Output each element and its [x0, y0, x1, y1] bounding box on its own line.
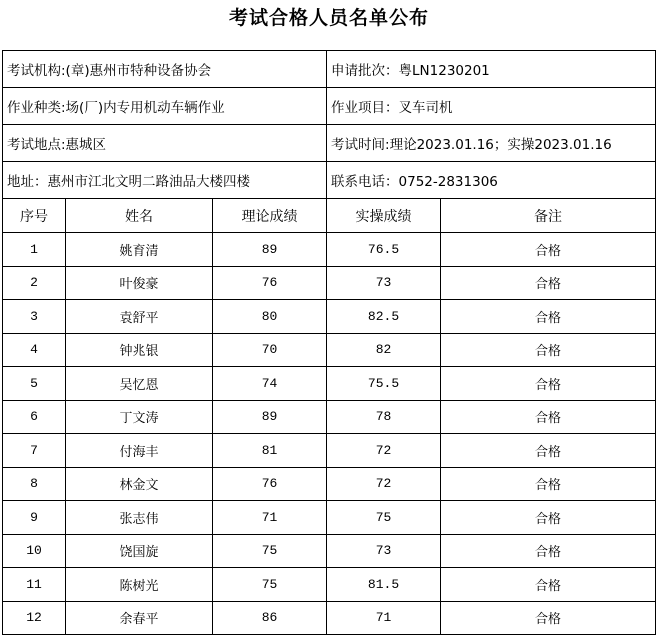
cell-theory-score: 74 [213, 367, 327, 401]
cell-practical-score: 82.5 [327, 300, 441, 334]
cell-remark: 合格 [441, 400, 656, 434]
table-row [3, 300, 656, 334]
cell-name: 吴忆恩 [66, 367, 213, 401]
header-name: 姓名 [66, 199, 213, 233]
cell-theory-score: 80 [213, 300, 327, 334]
cell-index: 10 [3, 534, 66, 568]
cell-theory-score: 81 [213, 434, 327, 468]
cell-index: 6 [3, 400, 66, 434]
cell-remark: 合格 [441, 367, 656, 401]
cell-name: 林金文 [66, 467, 213, 501]
cell-practical-score: 73 [327, 534, 441, 568]
cell-remark: 合格 [441, 601, 656, 635]
cell-remark: 合格 [441, 233, 656, 267]
operation-item: 作业项目：叉车司机 [327, 88, 656, 125]
cell-practical-score: 82 [327, 333, 441, 367]
cell-theory-score: 70 [213, 333, 327, 367]
cell-index: 11 [3, 568, 66, 602]
exam-agency: 考试机构:(章)惠州市特种设备协会 [3, 51, 327, 88]
cell-practical-score: 71 [327, 601, 441, 635]
table-row [3, 367, 656, 401]
application-batch: 申请批次：粤LN1230201 [327, 51, 656, 88]
cell-name: 付海丰 [66, 434, 213, 468]
cell-practical-score: 76.5 [327, 233, 441, 267]
table-row [3, 333, 656, 367]
cell-theory-score: 89 [213, 233, 327, 267]
cell-index: 3 [3, 300, 66, 334]
page-title: 考试合格人员名单公布 [228, 7, 429, 29]
cell-name: 张志伟 [66, 501, 213, 535]
cell-practical-score: 75 [327, 501, 441, 535]
cell-name: 丁文涛 [66, 400, 213, 434]
cell-practical-score: 73 [327, 266, 441, 300]
table-row [3, 233, 656, 267]
cell-index: 7 [3, 434, 66, 468]
cell-name: 陈树光 [66, 568, 213, 602]
cell-index: 1 [3, 233, 66, 267]
cell-remark: 合格 [441, 568, 656, 602]
cell-theory-score: 71 [213, 501, 327, 535]
cell-practical-score: 72 [327, 467, 441, 501]
cell-remark: 合格 [441, 434, 656, 468]
cell-practical-score: 72 [327, 434, 441, 468]
cell-index: 2 [3, 266, 66, 300]
cell-remark: 合格 [441, 501, 656, 535]
table-row [3, 467, 656, 501]
cell-remark: 合格 [441, 266, 656, 300]
table-row [3, 534, 656, 568]
table-row [3, 568, 656, 602]
results-table [2, 50, 656, 635]
header-index: 序号 [3, 199, 66, 233]
cell-index: 4 [3, 333, 66, 367]
table-row [3, 400, 656, 434]
info-row-category [3, 88, 656, 125]
header-theory-score: 理论成绩 [213, 199, 327, 233]
cell-name: 饶国旋 [66, 534, 213, 568]
cell-theory-score: 89 [213, 400, 327, 434]
cell-practical-score: 81.5 [327, 568, 441, 602]
cell-remark: 合格 [441, 534, 656, 568]
exam-time: 考试时间:理论2023.01.16；实操2023.01.16 [327, 125, 656, 162]
address: 地址：惠州市江北文明二路油品大楼四楼 [3, 162, 327, 199]
cell-practical-score: 75.5 [327, 367, 441, 401]
cell-name: 叶俊豪 [66, 266, 213, 300]
cell-theory-score: 76 [213, 467, 327, 501]
cell-name: 姚育清 [66, 233, 213, 267]
table-header-row [3, 199, 656, 233]
info-row-location [3, 125, 656, 162]
cell-remark: 合格 [441, 333, 656, 367]
cell-theory-score: 75 [213, 534, 327, 568]
cell-remark: 合格 [441, 300, 656, 334]
cell-theory-score: 86 [213, 601, 327, 635]
cell-index: 9 [3, 501, 66, 535]
cell-name: 袁舒平 [66, 300, 213, 334]
header-remark: 备注 [441, 199, 656, 233]
cell-index: 5 [3, 367, 66, 401]
operation-category: 作业种类:场(厂)内专用机动车辆作业 [3, 88, 327, 125]
info-row-agency [3, 51, 656, 88]
table-body [3, 233, 656, 635]
table-row [3, 601, 656, 635]
cell-theory-score: 76 [213, 266, 327, 300]
cell-theory-score: 75 [213, 568, 327, 602]
table-row [3, 266, 656, 300]
table-row [3, 501, 656, 535]
cell-name: 钟兆银 [66, 333, 213, 367]
cell-remark: 合格 [441, 467, 656, 501]
table-row [3, 434, 656, 468]
cell-name: 余春平 [66, 601, 213, 635]
info-row-address [3, 162, 656, 199]
exam-location: 考试地点:惠城区 [3, 125, 327, 162]
cell-index: 8 [3, 467, 66, 501]
cell-index: 12 [3, 601, 66, 635]
header-practical-score: 实操成绩 [327, 199, 441, 233]
contact-phone: 联系电话：0752-2831306 [327, 162, 656, 199]
cell-practical-score: 78 [327, 400, 441, 434]
